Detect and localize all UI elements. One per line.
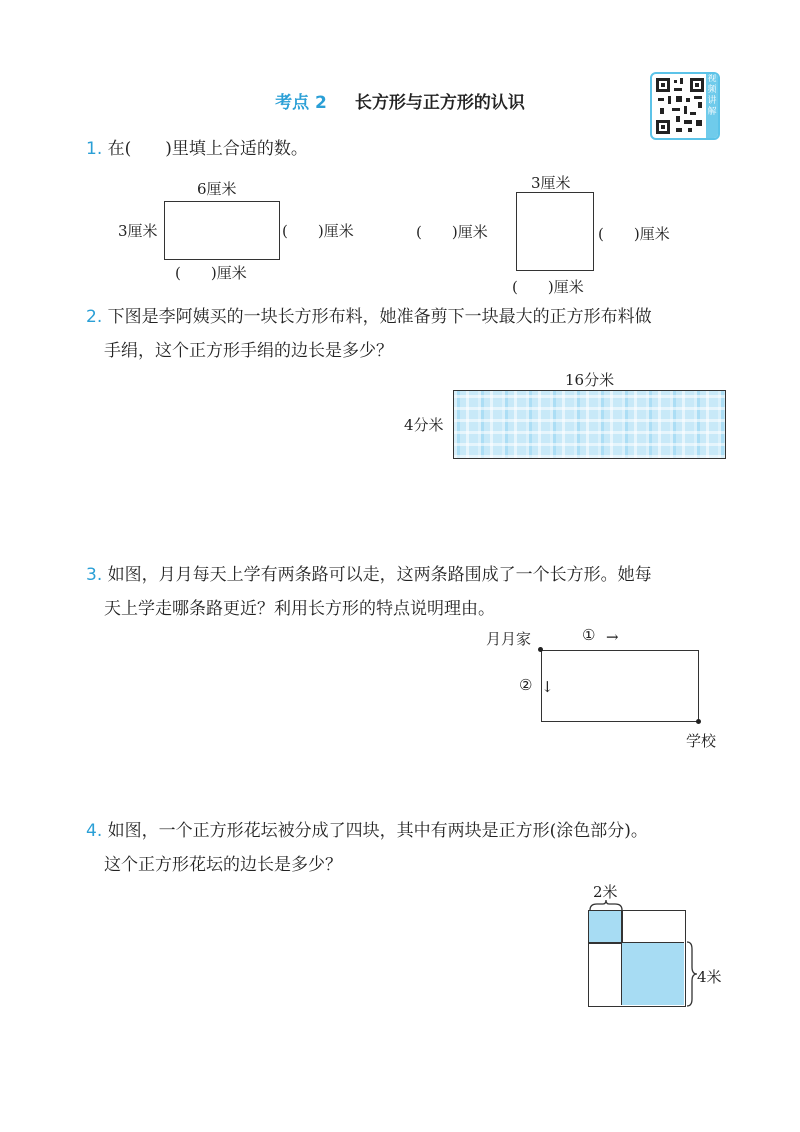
kaodian-label: 考点 2 <box>275 93 327 113</box>
rect-left-label: 3厘米 <box>118 222 158 240</box>
question-4 <box>86 814 746 882</box>
question-text-line1: 如图，月月每天上学有两条路可以走，这两条路围成了一个长方形。她每 <box>107 565 652 585</box>
question-number: 1. <box>86 139 103 159</box>
fabric-rectangle <box>453 390 726 459</box>
rectangle-shape <box>164 201 280 260</box>
large-square-label: 4米 <box>697 968 722 986</box>
route-1-label: ① <box>582 626 596 644</box>
arrow-right-icon: → <box>606 628 619 646</box>
question-text-line2: 这个正方形花坛的边长是多少？ <box>104 855 342 875</box>
route-rectangle <box>541 650 699 722</box>
question-number: 3. <box>86 565 103 585</box>
square-top-label: 3厘米 <box>531 174 571 192</box>
rect-right-blank: ( )厘米 <box>282 222 354 240</box>
square-right-blank: ( )厘米 <box>598 225 670 243</box>
topic-title: 长方形与正方形的认识 <box>354 93 525 113</box>
qr-code[interactable] <box>650 72 720 140</box>
divider-line <box>589 942 622 944</box>
home-label: 月月家 <box>486 630 532 648</box>
question-number: 2. <box>86 307 103 327</box>
square-bottom-blank: ( )厘米 <box>512 278 584 296</box>
question-text-line2: 手绢，这个正方形手绢的边长是多少？ <box>104 341 393 361</box>
square-left-blank: ( )厘米 <box>416 223 488 241</box>
small-square-label: 2米 <box>593 883 618 901</box>
question-1 <box>86 132 308 166</box>
question-2 <box>86 300 726 368</box>
question-text: 在( )里填上合适的数。 <box>107 139 308 159</box>
question-text-line1: 下图是李阿姨买的一块长方形布料，她准备剪下一块最大的正方形布料做 <box>107 307 652 327</box>
square-shape <box>516 192 594 271</box>
large-shaded-square <box>621 942 684 1005</box>
rect-bottom-blank: ( )厘米 <box>175 264 247 282</box>
question-number: 4. <box>86 821 103 841</box>
route-2-label: ② <box>519 676 533 694</box>
fabric-width-label: 16分米 <box>565 371 615 389</box>
qr-pattern-icon <box>654 76 706 136</box>
arrow-down-icon: ↓ <box>541 678 554 696</box>
school-label: 学校 <box>686 732 717 750</box>
home-point <box>538 647 543 652</box>
school-point <box>696 719 701 724</box>
rect-top-label: 6厘米 <box>197 180 237 198</box>
question-text-line1: 如图，一个正方形花坛被分成了四块，其中有两块是正方形(涂色部分)。 <box>107 821 648 841</box>
fabric-height-label: 4分米 <box>404 416 444 434</box>
divider-line <box>621 911 623 943</box>
flowerbed-square <box>588 910 686 1007</box>
question-text-line2: 天上学走哪条路更近？利用长方形的特点说明理由。 <box>104 599 495 619</box>
small-shaded-square <box>589 911 622 943</box>
question-3 <box>86 558 746 626</box>
qr-side-label: 视频讲解 <box>706 74 718 138</box>
